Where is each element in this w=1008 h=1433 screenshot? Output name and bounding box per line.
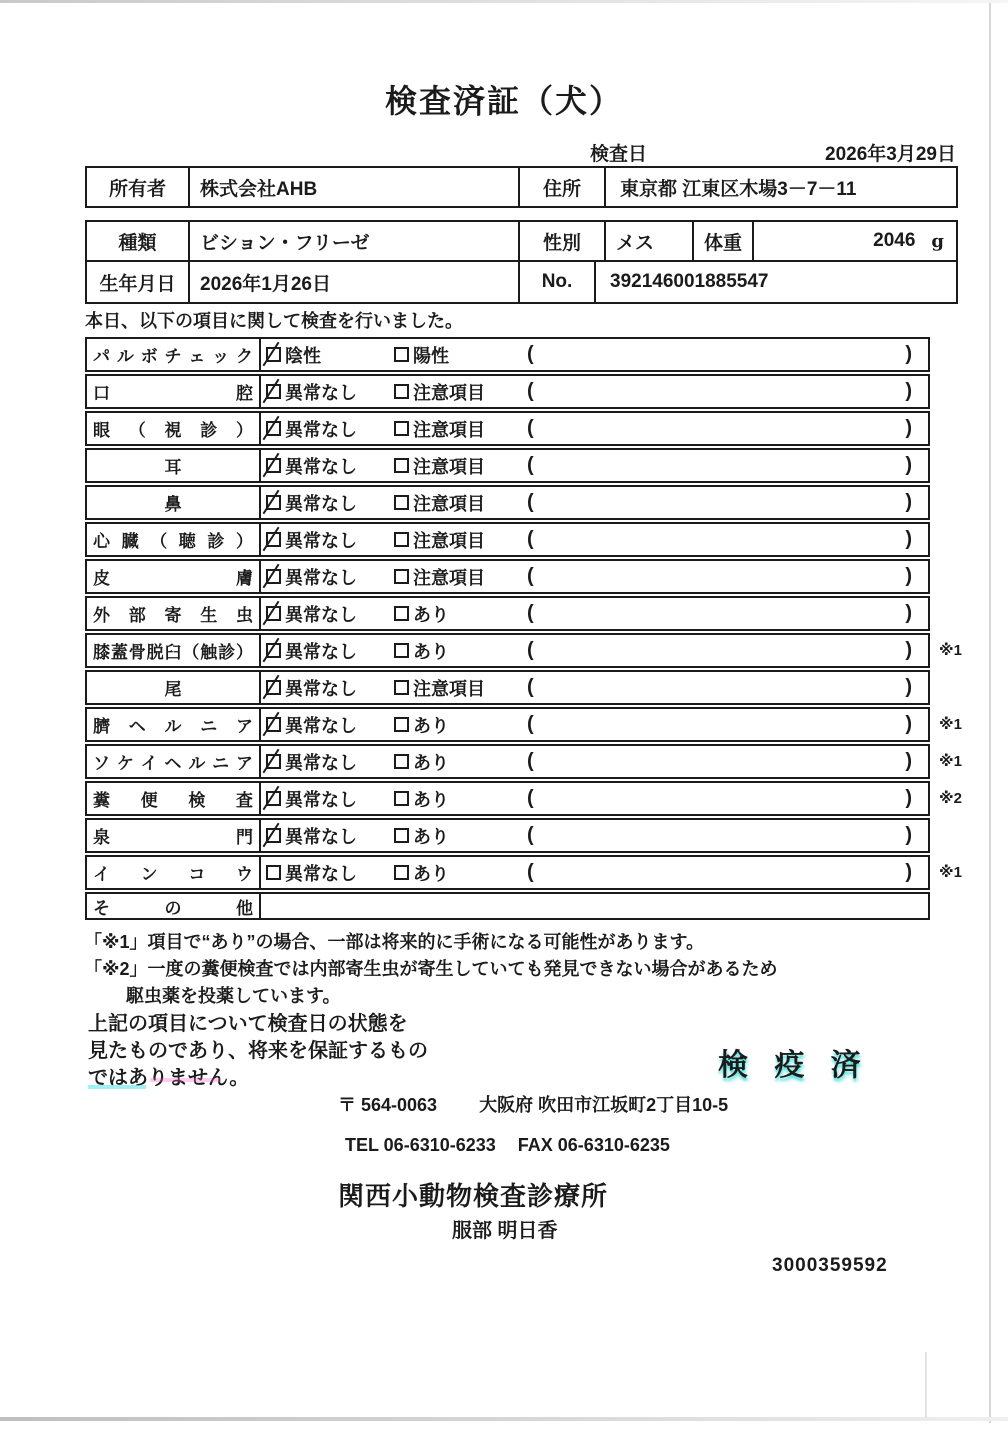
item-name: 臍 ヘ ル ニ ア	[93, 717, 253, 736]
option-1-label: 異常なし	[285, 382, 357, 403]
option-1	[266, 601, 394, 627]
option-2-label: あり	[413, 641, 449, 662]
paren-close: )	[905, 602, 912, 624]
item-name-cell	[87, 376, 261, 407]
item-name: 膝蓋骨脱臼（触診）	[93, 643, 253, 662]
clinic-address: 大阪府 吹田市江坂町2丁目10-5	[479, 1095, 729, 1115]
item-options	[261, 376, 928, 407]
checklist-row	[85, 411, 930, 446]
item-name-cell	[87, 413, 261, 444]
owner-label: 所有者	[87, 168, 190, 206]
option-1-label: 異常なし	[285, 419, 357, 440]
item-name: 鼻	[164, 495, 182, 514]
option-1	[266, 379, 394, 405]
item-options	[261, 635, 928, 666]
checklist-row	[85, 744, 962, 779]
option-2	[394, 490, 527, 516]
item-name-cell	[87, 820, 261, 851]
option-1-label: 異常なし	[285, 641, 357, 662]
address-value: 東京都 江東区木場3－7－11	[620, 178, 857, 200]
checklist-row	[85, 707, 962, 742]
item-name-cell	[87, 561, 261, 592]
checklist-row	[85, 596, 930, 631]
footnotes	[84, 929, 778, 1010]
option-1-label: 異常なし	[285, 567, 357, 588]
item-options	[261, 339, 928, 370]
paren-open: (	[527, 639, 534, 661]
item-name: 眼 （ 視 診 ）	[93, 421, 253, 440]
disclaimer-line-3: ではありません。	[88, 1065, 249, 1092]
option-2-label: 注意項目	[413, 456, 485, 477]
item-note: ※1	[939, 864, 962, 881]
clinic-telfax-row	[345, 1135, 670, 1156]
option-2	[394, 712, 527, 738]
checkbox-icon	[394, 458, 409, 473]
address-label: 住所	[520, 168, 606, 206]
intro-text: 本日、以下の項目に関して検査を行いました。	[85, 311, 463, 331]
weight-number: 2046	[873, 230, 916, 251]
option-1-label: 異常なし	[285, 863, 357, 884]
paren-close: )	[905, 787, 912, 809]
checklist-row	[85, 818, 930, 853]
item-name-cell	[87, 709, 261, 740]
no-value: 392146001885547	[610, 271, 769, 292]
option-2-label: 注意項目	[413, 382, 485, 403]
option-2-label: 注意項目	[413, 419, 485, 440]
disclaimer-line-1: 上記の項目について検査日の状態を	[88, 1013, 408, 1035]
option-2	[394, 564, 527, 590]
option-2-label: あり	[413, 863, 449, 884]
checklist-row	[85, 633, 962, 668]
item-options	[261, 746, 928, 777]
paren-close: )	[905, 491, 912, 513]
option-1-label: 陰性	[285, 345, 321, 366]
option-1-label: 異常なし	[285, 715, 357, 736]
item-options	[261, 598, 928, 629]
item-name-cell	[87, 746, 261, 777]
item-name-cell	[87, 672, 261, 703]
paren-close: )	[905, 713, 912, 735]
item-name: 皮 膚	[93, 569, 253, 588]
option-2	[394, 860, 527, 886]
dog-info-row-1	[87, 222, 956, 262]
item-options	[261, 450, 928, 481]
paren-open: (	[527, 602, 534, 624]
item-name: 尾	[164, 680, 182, 699]
checkbox-icon	[394, 791, 409, 806]
option-1	[266, 490, 394, 516]
scan-artifact-top	[0, 0, 1008, 3]
option-2	[394, 379, 527, 405]
clinic-fax: FAX 06-6310-6235	[517, 1135, 670, 1155]
option-1-label: 異常なし	[285, 456, 357, 477]
checklist-row	[85, 448, 930, 483]
paren-close: )	[905, 750, 912, 772]
option-1	[266, 527, 394, 553]
option-2	[394, 638, 527, 664]
serial-number: 3000359592	[772, 1255, 888, 1276]
item-name: パ ル ボ チ ェ ッ ク	[93, 347, 253, 366]
checkbox-icon	[394, 828, 409, 843]
weight-unit: g	[931, 230, 944, 252]
item-name: 外 部 寄 生 虫	[93, 606, 253, 625]
checkbox-icon	[266, 680, 281, 695]
birth-value: 2026年1月26日	[190, 262, 520, 302]
option-1	[266, 638, 394, 664]
checkbox-icon	[394, 606, 409, 621]
checkbox-icon	[394, 865, 409, 880]
option-2-label: 陽性	[413, 345, 449, 366]
checkbox-icon	[394, 569, 409, 584]
option-2-label: あり	[413, 604, 449, 625]
paren-open: (	[527, 713, 534, 735]
owner-value: 株式会社AHB	[190, 168, 520, 206]
disclaimer	[88, 1011, 428, 1092]
footnote-2: 「※2」一度の糞便検査では内部寄生虫が寄生していても発見できない場合があるため	[84, 959, 778, 979]
paren-close: )	[905, 861, 912, 883]
option-2-label: あり	[413, 715, 449, 736]
option-1	[266, 712, 394, 738]
dog-info-table	[85, 220, 958, 304]
sex-label: 性別	[520, 222, 606, 260]
checkbox-icon	[266, 569, 281, 584]
quarantine-stamp: 検 疫 済	[718, 1049, 870, 1082]
item-name: そ の 他	[93, 898, 253, 918]
checklist-row	[85, 855, 962, 890]
checkbox-icon	[266, 791, 281, 806]
option-2-label: 注意項目	[413, 530, 485, 551]
checklist-row	[85, 522, 930, 557]
item-note: ※1	[939, 753, 962, 770]
weight-value	[754, 222, 956, 260]
option-2	[394, 416, 527, 442]
item-name-cell	[87, 783, 261, 814]
option-2	[394, 786, 527, 812]
footnote-1: 「※1」項目で“あり”の場合、一部は将来的に手術になる可能性があります。	[84, 932, 705, 952]
exam-date-value: 2026年3月29日	[825, 144, 956, 165]
breed-value: ビション・フリーゼ	[190, 222, 520, 260]
paren-open: (	[527, 343, 534, 365]
exam-date-label: 検査日	[590, 144, 648, 165]
option-2	[394, 453, 527, 479]
checkbox-icon	[266, 606, 281, 621]
checklist-row	[85, 559, 930, 594]
option-2	[394, 342, 527, 368]
paren-close: )	[905, 380, 912, 402]
scan-artifact-vertical	[925, 1352, 927, 1418]
checkbox-icon	[266, 384, 281, 399]
item-name-cell	[87, 524, 261, 555]
option-1-label: 異常なし	[285, 826, 357, 847]
item-note: ※1	[939, 716, 962, 733]
option-2-label: 注意項目	[413, 567, 485, 588]
option-1-label: 異常なし	[285, 530, 357, 551]
item-options	[261, 783, 928, 814]
disclaimer-line-2: 見たものであり、将来を保証するもの	[88, 1040, 428, 1062]
option-1	[266, 564, 394, 590]
item-options	[261, 524, 928, 555]
paren-open: (	[527, 750, 534, 772]
option-1	[266, 749, 394, 775]
item-name-cell	[87, 598, 261, 629]
paren-open: (	[527, 380, 534, 402]
checkbox-icon	[394, 680, 409, 695]
paren-open: (	[527, 528, 534, 550]
item-note: ※1	[939, 642, 962, 659]
option-2	[394, 823, 527, 849]
option-2	[394, 527, 527, 553]
scan-artifact-right	[989, 3, 991, 1423]
checklist-row	[85, 781, 962, 816]
veterinarian-name: 服部 明日香	[452, 1220, 558, 1242]
item-name-cell	[87, 894, 261, 918]
footnote-2-continued: 駆虫薬を投薬しています。	[126, 986, 341, 1006]
item-options	[261, 894, 928, 918]
paren-open: (	[527, 676, 534, 698]
item-name: 泉 門	[93, 828, 253, 847]
option-1	[266, 453, 394, 479]
item-options	[261, 709, 928, 740]
clinic-tel: TEL 06-6310-6233	[345, 1135, 496, 1155]
option-2-label: あり	[413, 826, 449, 847]
sex-value: メス	[606, 222, 694, 260]
option-2-label: 注意項目	[413, 678, 485, 699]
option-2	[394, 749, 527, 775]
item-options	[261, 820, 928, 851]
option-2	[394, 601, 527, 627]
checklist-row	[85, 670, 930, 705]
option-1	[266, 823, 394, 849]
option-1	[266, 675, 394, 701]
paren-open: (	[527, 861, 534, 883]
item-name-cell	[87, 450, 261, 481]
option-1-label: 異常なし	[285, 789, 357, 810]
dog-info-row-2	[87, 262, 956, 302]
item-options	[261, 672, 928, 703]
paren-open: (	[527, 417, 534, 439]
checkbox-icon	[266, 458, 281, 473]
checkbox-icon	[394, 421, 409, 436]
paren-open: (	[527, 454, 534, 476]
checkbox-icon	[394, 717, 409, 732]
item-name-cell	[87, 339, 261, 370]
checkbox-icon	[266, 828, 281, 843]
paren-open: (	[527, 565, 534, 587]
item-name: イ ン コ ウ	[93, 865, 253, 884]
item-name: 心 臓 （ 聴 診 ）	[93, 532, 253, 551]
item-name-cell	[87, 857, 261, 888]
checkbox-icon	[394, 384, 409, 399]
checklist-row	[85, 337, 930, 372]
checkbox-icon	[266, 532, 281, 547]
item-options	[261, 413, 928, 444]
checkbox-icon	[266, 754, 281, 769]
clinic-name: 関西小動物検査診療所	[338, 1181, 609, 1211]
paren-open: (	[527, 787, 534, 809]
checkbox-icon	[266, 421, 281, 436]
checkbox-icon	[266, 347, 281, 362]
checkbox-icon	[394, 643, 409, 658]
option-2-label: あり	[413, 752, 449, 773]
paren-close: )	[905, 824, 912, 846]
paren-close: )	[905, 639, 912, 661]
option-1-label: 異常なし	[285, 678, 357, 699]
birth-label: 生年月日	[87, 262, 190, 302]
option-1-label: 異常なし	[285, 493, 357, 514]
no-label: No.	[520, 262, 596, 302]
option-1	[266, 342, 394, 368]
item-options	[261, 487, 928, 518]
checkbox-icon	[266, 643, 281, 658]
postal-code: 〒 564-0063	[338, 1095, 438, 1115]
option-1-label: 異常なし	[285, 752, 357, 773]
clinic-postal-row	[338, 1091, 728, 1117]
paren-close: )	[905, 528, 912, 550]
option-2-label: あり	[413, 789, 449, 810]
checkbox-icon	[394, 532, 409, 547]
paren-close: )	[905, 417, 912, 439]
item-name: 口 腔	[93, 384, 253, 403]
checkbox-icon	[266, 495, 281, 510]
checklist-row	[85, 485, 930, 520]
item-options	[261, 561, 928, 592]
breed-label: 種類	[87, 222, 190, 260]
paren-close: )	[905, 565, 912, 587]
checkbox-icon	[394, 754, 409, 769]
item-name-cell	[87, 487, 261, 518]
item-name: 耳	[164, 458, 182, 477]
checkbox-icon	[266, 717, 281, 732]
option-2-label: 注意項目	[413, 493, 485, 514]
checkbox-icon	[394, 347, 409, 362]
option-1	[266, 786, 394, 812]
checklist-row	[85, 374, 930, 409]
paren-open: (	[527, 824, 534, 846]
item-options	[261, 857, 928, 888]
weight-label: 体重	[694, 222, 754, 260]
paren-close: )	[905, 343, 912, 365]
paren-close: )	[905, 676, 912, 698]
paren-open: (	[527, 491, 534, 513]
checklist-row	[85, 892, 930, 920]
option-2	[394, 675, 527, 701]
item-name: ソ ケ イ ヘ ル ニ ア	[93, 754, 253, 773]
option-1	[266, 416, 394, 442]
paren-close: )	[905, 454, 912, 476]
page-title: 検査済証（犬）	[384, 83, 623, 119]
option-1-label: 異常なし	[285, 604, 357, 625]
item-note: ※2	[939, 790, 962, 807]
checkbox-icon	[266, 865, 281, 880]
item-name: 糞 便 検 査	[93, 791, 253, 810]
item-name-cell	[87, 635, 261, 666]
scan-artifact-bottom	[0, 1417, 1008, 1421]
owner-table	[85, 166, 958, 208]
option-1	[266, 860, 394, 886]
checkbox-icon	[394, 495, 409, 510]
checklist-table	[85, 337, 962, 920]
